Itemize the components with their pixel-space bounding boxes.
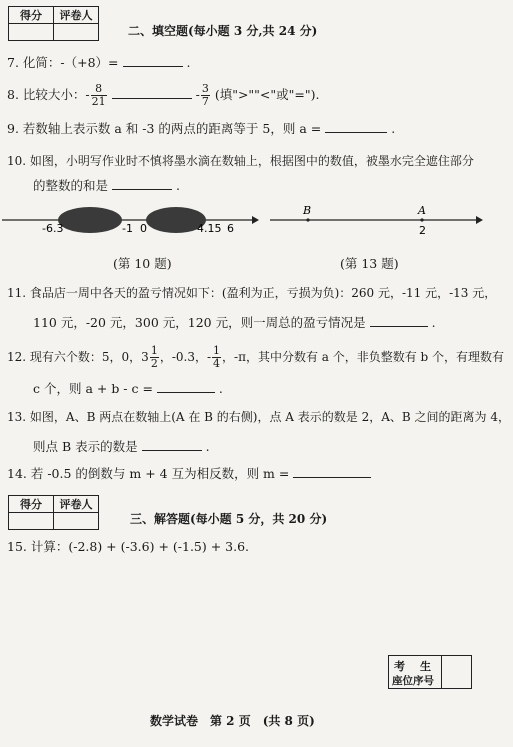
seat-label-line1: 考 生: [394, 660, 433, 673]
fig10-label-0: 0: [140, 222, 147, 235]
figure-10-caption: (第 10 题): [113, 256, 172, 271]
q11-answer-blank[interactable]: [370, 314, 428, 327]
question-7: 7. 化简：-（+8）= .: [7, 55, 191, 70]
section3-title: 三、解答题(每小题 5 分，共 20 分): [130, 512, 328, 526]
question-10-line2: 的整数的和是 .: [33, 178, 180, 193]
q12-answer-blank[interactable]: [157, 380, 215, 393]
q9-text: 9. 若数轴上表示数 a 和 -3 的两点的距离等于 5，则 a =: [7, 121, 322, 136]
q8-suffix: (填">""<"或"=").: [214, 87, 320, 102]
grader-label: 评卷人: [54, 7, 99, 24]
question-12-line2: c 个，则 a + b - c = .: [33, 381, 223, 396]
fig10-label-6: 6: [227, 222, 234, 235]
fig13-value-a: 2: [419, 224, 426, 237]
score-table-bottom: [8, 495, 99, 530]
q11-line1: 11. 食品店一周中各天的盈亏情况如下：(盈利为正，亏损为负)：260 元，-11 元，-13 元，: [7, 286, 497, 300]
q14-answer-blank[interactable]: [293, 465, 371, 478]
q12-prefix: 12. 现有六个数：5，0，3: [7, 350, 149, 364]
fig10-label-neg6-3: -6.3: [42, 222, 64, 235]
q14-text: 14. 若 -0.5 的倒数与 m + 4 互为相反数，则 m =: [7, 466, 290, 481]
q8-fraction-2: $\frac{3}{7}$: [201, 82, 209, 108]
q12-fraction-2: $\frac{1}{4}$: [213, 344, 221, 370]
fig13-point-a: A: [418, 204, 426, 217]
q15-text: 15. 计算：(-2.8) + (-3.6) + (-1.5) + 3.6.: [7, 539, 250, 554]
q12-fraction-1: $\frac{1}{2}$: [150, 344, 158, 370]
fig10-label-neg1: -1: [122, 222, 133, 235]
question-14: [7, 464, 371, 482]
score-label: 得分: [9, 496, 54, 513]
grader-cell: [54, 513, 99, 530]
question-11-line2: 110 元，-20 元，300 元，120 元，则一周总的盈亏情况是 .: [33, 315, 436, 330]
question-8: [7, 83, 319, 108]
grader-cell: [54, 24, 99, 41]
question-12-line1: [7, 345, 504, 370]
q13-answer-blank[interactable]: [142, 438, 202, 451]
q7-answer-blank[interactable]: [123, 54, 183, 67]
grader-label: 评卷人: [54, 496, 99, 513]
score-cell: [9, 513, 54, 530]
fig10-label-4-15: 4.15: [197, 222, 222, 235]
page-footer: 数学试卷 第 2 页 (共 8 页): [150, 714, 315, 728]
q11-line2: 110 元，-20 元，300 元，120 元，则一周总的盈亏情况是: [33, 315, 366, 330]
score-cell: [9, 24, 54, 41]
seat-number-field[interactable]: [443, 658, 469, 686]
q13-line2: 则点 B 表示的数是: [33, 439, 138, 454]
q8-mid: -: [195, 87, 200, 102]
figure-10-number-line: [0, 198, 260, 248]
q12-mid: ，-0.3，-: [159, 350, 212, 364]
figure-13-caption: (第 13 题): [340, 256, 399, 271]
q9-answer-blank[interactable]: [325, 120, 387, 133]
q8-answer-blank[interactable]: [112, 86, 192, 99]
q8-prefix: 8. 比较大小：-: [7, 87, 90, 102]
q12-suffix: ，-π，其中分数有 a 个，非负整数有 b 个，有理数有: [222, 350, 505, 364]
q7-text: 7. 化简：-（+8）=: [7, 55, 119, 70]
q10-answer-blank[interactable]: [112, 177, 172, 190]
figure-13-number-line: [262, 198, 487, 248]
q8-fraction-1: $\frac{8}{21}$: [91, 82, 106, 108]
q13-line1: 13. 如图，A、B 两点在数轴上(A 在 B 的右侧)，点 A 表示的数是 2，A、B 之间的距离为 4，: [7, 410, 510, 424]
seat-label-line2: 座位序号: [392, 675, 434, 687]
score-label: 得分: [9, 7, 54, 24]
score-table-top: [8, 6, 99, 41]
section2-title: 二、填空题(每小题 3 分,共 24 分): [128, 24, 318, 38]
question-13-line2: 则点 B 表示的数是 .: [33, 439, 210, 454]
fig13-point-b: B: [303, 204, 312, 217]
q12-line2: c 个，则 a + b - c =: [33, 381, 153, 396]
seat-number-box: [388, 655, 472, 689]
q10-line1: 10. 如图，小明写作业时不慎将墨水滴在数轴上，根据图中的数值，被墨水完全遮住部分: [7, 154, 474, 168]
q10-line2: 的整数的和是: [33, 178, 109, 193]
question-9: 9. 若数轴上表示数 a 和 -3 的两点的距离等于 5，则 a = .: [7, 121, 396, 136]
